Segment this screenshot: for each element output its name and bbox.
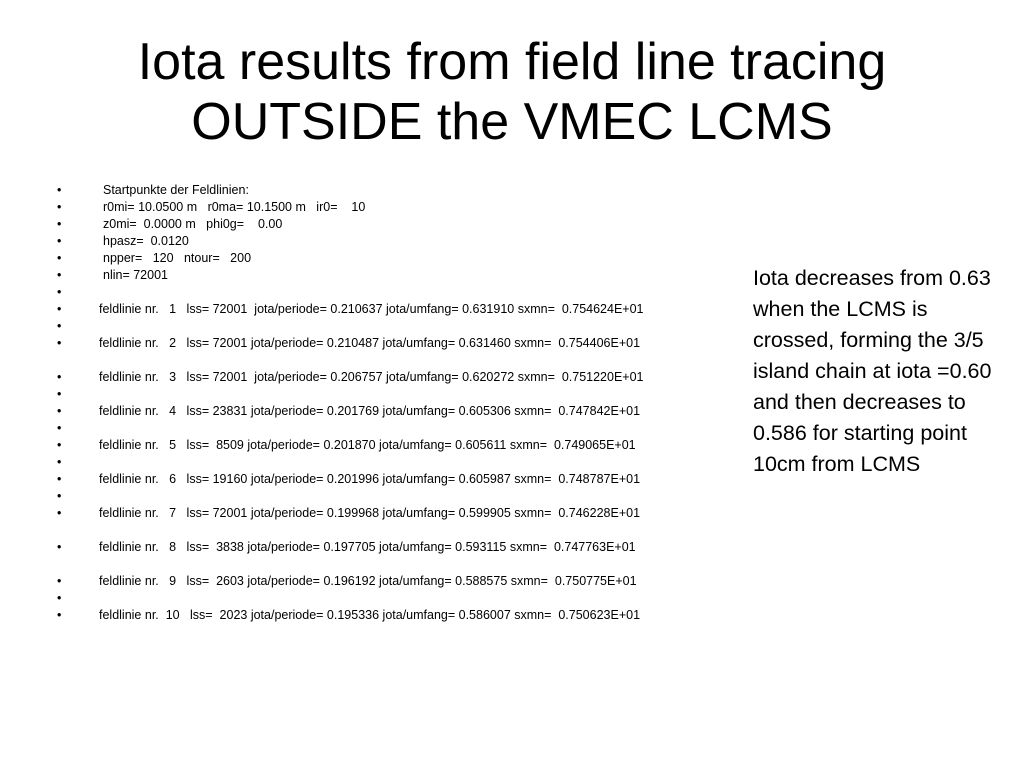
param-text: nlin= 72001	[103, 268, 168, 282]
param-text: npper= 120 ntour= 200	[103, 251, 252, 265]
field-line-result: feldlinie nr. 1 lss= 72001 jota/periode= 0.210637 jota/umfang= 0.631910 sxmn= 0.754624E+01	[99, 302, 644, 316]
list-item	[0, 216, 740, 233]
bullet-icon: •	[57, 472, 62, 486]
empty-list-item	[0, 420, 740, 437]
slide-title-line-1: Iota results from field line tracing	[137, 33, 887, 91]
bullet-icon: •	[57, 608, 62, 622]
list-item	[0, 301, 740, 318]
list-item	[0, 471, 740, 488]
list-item	[0, 607, 740, 624]
field-line-result: feldlinie nr. 3 lss= 72001 jota/periode= 0.206757 jota/umfang= 0.620272 sxmn= 0.751220E+01	[99, 370, 644, 384]
bullet-icon: •	[57, 336, 62, 350]
field-line-result: feldlinie nr. 6 lss= 19160 jota/periode= 0.201996 jota/umfang= 0.605987 sxmn= 0.748787E+01	[99, 472, 641, 486]
list-item	[0, 539, 740, 573]
bullet-icon: •	[57, 455, 62, 469]
list-item	[0, 199, 740, 216]
list-item	[0, 267, 740, 284]
field-line-result: feldlinie nr. 10 lss= 2023 jota/periode= 0.195336 jota/umfang= 0.586007 sxmn= 0.750623E+01	[99, 608, 641, 622]
bullet-icon: •	[57, 370, 62, 384]
field-line-result: feldlinie nr. 2 lss= 72001 jota/periode= 0.210487 jota/umfang= 0.631460 sxmn= 0.754406E+01	[99, 336, 641, 350]
bullet-icon: •	[57, 540, 62, 554]
bullet-icon: •	[57, 489, 62, 503]
empty-list-item	[0, 386, 740, 403]
list-item	[0, 250, 740, 267]
bullet-icon: •	[57, 387, 62, 401]
param-text: hpasz= 0.0120	[103, 234, 189, 248]
bullet-icon: •	[57, 404, 62, 418]
field-line-result: feldlinie nr. 4 lss= 23831 jota/periode= 0.201769 jota/umfang= 0.605306 sxmn= 0.747842E+01	[99, 404, 641, 418]
bullet-icon: •	[57, 319, 62, 333]
bullet-icon: •	[57, 285, 62, 299]
list-item	[0, 403, 740, 420]
list-item	[0, 505, 740, 539]
bullet-icon: •	[57, 251, 62, 265]
empty-list-item	[0, 318, 740, 335]
list-item	[0, 233, 740, 250]
bullet-icon: •	[57, 234, 62, 248]
empty-list-item	[0, 488, 740, 505]
list-item	[0, 335, 740, 369]
side-note: Iota decreases from 0.63 when the LCMS is crossed, forming the 3/5 island chain at iota =0.60 and then decreases to 0.586 for starting point 10cm from LCMS	[753, 266, 992, 476]
bullet-icon: •	[57, 200, 62, 214]
list-item	[0, 182, 740, 199]
list-item	[0, 369, 740, 386]
bullet-icon: •	[57, 217, 62, 231]
empty-list-item	[0, 590, 740, 607]
param-text: z0mi= 0.0000 m phi0g= 0.00	[103, 217, 283, 231]
param-text: Startpunkte der Feldlinien:	[103, 183, 249, 197]
slide-title-line-2: OUTSIDE the VMEC LCMS	[191, 93, 833, 151]
list-item	[0, 437, 740, 454]
field-line-result: feldlinie nr. 8 lss= 3838 jota/periode= 0.197705 jota/umfang= 0.593115 sxmn= 0.747763E+01	[99, 540, 636, 554]
field-line-result: feldlinie nr. 9 lss= 2603 jota/periode= 0.196192 jota/umfang= 0.588575 sxmn= 0.750775E+01	[99, 574, 637, 588]
slide-title	[0, 32, 1024, 152]
bullet-list	[0, 182, 740, 624]
bullet-icon: •	[57, 302, 62, 316]
field-line-result: feldlinie nr. 7 lss= 72001 jota/periode= 0.199968 jota/umfang= 0.599905 sxmn= 0.746228E+01	[99, 506, 641, 520]
bullet-icon: •	[57, 506, 62, 520]
bullet-icon: •	[57, 438, 62, 452]
bullet-icon: •	[57, 268, 62, 282]
bullet-icon: •	[57, 591, 62, 605]
empty-list-item	[0, 454, 740, 471]
field-line-result: feldlinie nr. 5 lss= 8509 jota/periode= 0.201870 jota/umfang= 0.605611 sxmn= 0.749065E+01	[99, 438, 636, 452]
param-text: r0mi= 10.0500 m r0ma= 10.1500 m ir0= 10	[103, 200, 366, 214]
bullet-icon: •	[57, 574, 62, 588]
bullet-icon: •	[57, 421, 62, 435]
list-item	[0, 573, 740, 590]
empty-list-item	[0, 284, 740, 301]
bullet-icon: •	[57, 183, 62, 197]
